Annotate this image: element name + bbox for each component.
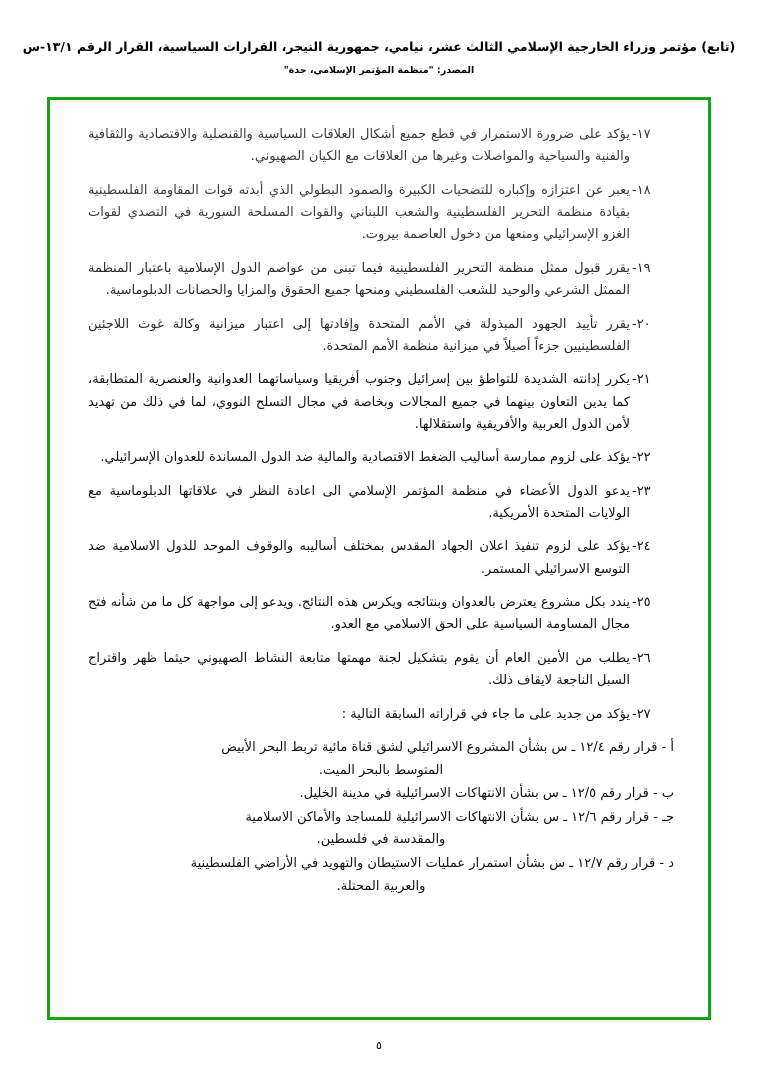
clause-item: [88, 124, 674, 169]
clause-text: يؤكد من جديد على ما جاء في قراراته السابقة التالية :: [341, 706, 630, 722]
clause-number: ٢٣-: [632, 483, 651, 499]
clause-number: ٢٠-: [632, 316, 651, 332]
clause-item: [88, 536, 674, 581]
clause-text: يطلب من الأمين العام أن يقوم بتشكيل لجنة مهمتها متابعة النشاط الصهيوني حيثما ظهر واقتراح السبل الناجعة لايقاف ذلك.: [88, 650, 630, 689]
subclause-label: أ -: [661, 739, 674, 755]
clause-item: [88, 180, 674, 247]
clause-number: ٢٦-: [632, 650, 651, 666]
clause-item: [88, 704, 674, 726]
clause-text: يندد بكل مشروع يعترض بالعدوان وبنتائجه ويكرس هذه النتائج. ويدعو إلى مواجهة كل ما من شأنه فتح مجال المساومة السياسية على الحق الاسلامي مع العدو.: [88, 595, 630, 633]
clause-number: ١٧-: [632, 127, 651, 142]
subclause-text: قرار رقم ١٢/٦ ـ س بشأن الانتهاكات الاسرائيلية للمساجد والأماكن الاسلامية: [245, 809, 650, 825]
clause-number: ١٨-: [632, 182, 651, 198]
subclause-continuation: والمقدسة في فلسطين.: [316, 832, 446, 848]
clause-text: يؤكد على ضرورة الاستمرار في قطع جميع أشكال العلاقات السياسية والقنصلية والاقتصادية والثقافية والفنية والسياحية والمواصلات وغيرها من العلاقات مع الكيان الصهيوني.: [88, 127, 630, 165]
subclause-continuation: المتوسط بالبحر الميت.: [318, 762, 444, 778]
clause-number: ٢٥-: [632, 595, 651, 611]
clause-number: ٢٤-: [632, 539, 651, 555]
document-header: [0, 0, 758, 76]
clause-item: [88, 369, 674, 436]
content-body: [50, 100, 708, 1017]
subclause-label: ب -: [652, 786, 674, 802]
page-number: ٥: [376, 1039, 382, 1052]
subclause-item: [88, 807, 674, 852]
clause-item: [88, 648, 674, 693]
subclause-item: [88, 853, 674, 898]
clause-text: يقرر قبول ممثل منظمة التحرير الفلسطينية فيما تبنى من عواصم الدول الإسلامية باعتبار المنظمة الممثل الشرعي والوحيد للشعب الفلسطيني ومنحها جميع الحقوق والمزايا والحصانات الدبلوماسية.: [88, 260, 630, 299]
clause-text: يكرر إدانته الشديدة للتواطؤ بين إسرائيل وجنوب أفريقيا وسياساتهما العدوانية والعنصرية المتطابقة، كما يدين التعاون بينهما في جميع المجالات وبخاصة في مجال التسلح النووي، لما في ذلك من تهديد لأمن الدول العربية والأفريقية واستقلالها.: [88, 372, 630, 432]
clause-text: يقرر تأييد الجهود المبذولة في الأمم المتحدة وإفادتها إلى اعتبار ميزانية وكالة غوث اللاجئين الفلسطينيين جزءاً أصيلاً في ميزانية منظمة الأمم المتحدة.: [88, 316, 630, 354]
clause-text: يدعو الدول الأعضاء في منظمة المؤتمر الإسلامي الى اعادة النظر في علاقاتها الدبلوماسية مع الولايات المتحدة الأمريكية.: [88, 483, 630, 522]
subclause-label: جـ -: [653, 809, 674, 825]
subclause-text: قرار رقم ١٢/٧ ـ س بشأن استمرار عمليات الاستيطان والتهويد في الأراضي الفلسطينية: [190, 855, 656, 871]
clause-item: [88, 592, 674, 637]
clause-text: يؤكد على لزوم تنفيذ اعلان الجهاد المقدس بمختلف أساليبه والوقوف الموحد للدول الاسلامية ضد التوسع الاسرائيلي المستمر.: [88, 539, 630, 577]
clause-number: ٢٢-: [632, 450, 651, 466]
clause-number: ١٩-: [632, 260, 651, 276]
subclause-item: [88, 783, 674, 806]
document-source: المصدر: "منظمة المؤتمر الإسلامي، جدة": [283, 64, 475, 76]
clause-text: يؤكد على لزوم ممارسة أساليب الضغط الاقتصادية والمالية ضد الدول المساندة للعدوان الإسرائيلي.: [100, 450, 630, 466]
subclause-label: د -: [659, 855, 674, 871]
subclause-text: قرار رقم ١٢/٥ ـ س بشأن الانتهاكات الاسرائيلية في مدينة الخليل.: [299, 786, 649, 802]
subclause-text: قرار رقم ١٢/٤ ـ س بشأن المشروع الاسرائيلي لشق قناة مائية تربط البحر الأبيض: [221, 739, 658, 755]
clause-item: [88, 481, 674, 526]
subclause-list: [88, 737, 674, 898]
clause-item: [88, 447, 674, 469]
subclause-item: [88, 737, 674, 782]
clause-number: ٢٧-: [632, 706, 651, 722]
clause-number: ٢١-: [632, 372, 651, 388]
clause-item: [88, 258, 674, 303]
clause-text: يعبر عن اعتزازه وإكباره للتضحيات الكبيرة والصمود البطولي الذي أبدته قوات المقاومة الفلسطينية بقيادة منظمة التحرير الفلسطينية والشعب اللبناني والقوات المسلحة السورية في التصدي لقوات الغزو الإسرائيلي ومنعها من دخول العاصمة بيروت.: [88, 182, 630, 243]
document-title: (تابع) مؤتمر وزراء الخارجية الإسلامي الثالث عشر، نيامي، جمهورية النيجر، القرارات السياسية، القرار الرقم ١٣/١-س: [22, 39, 736, 54]
clause-item: [88, 314, 674, 359]
content-frame: [47, 97, 711, 1020]
subclause-continuation: والعربية المحتلة.: [336, 878, 426, 894]
